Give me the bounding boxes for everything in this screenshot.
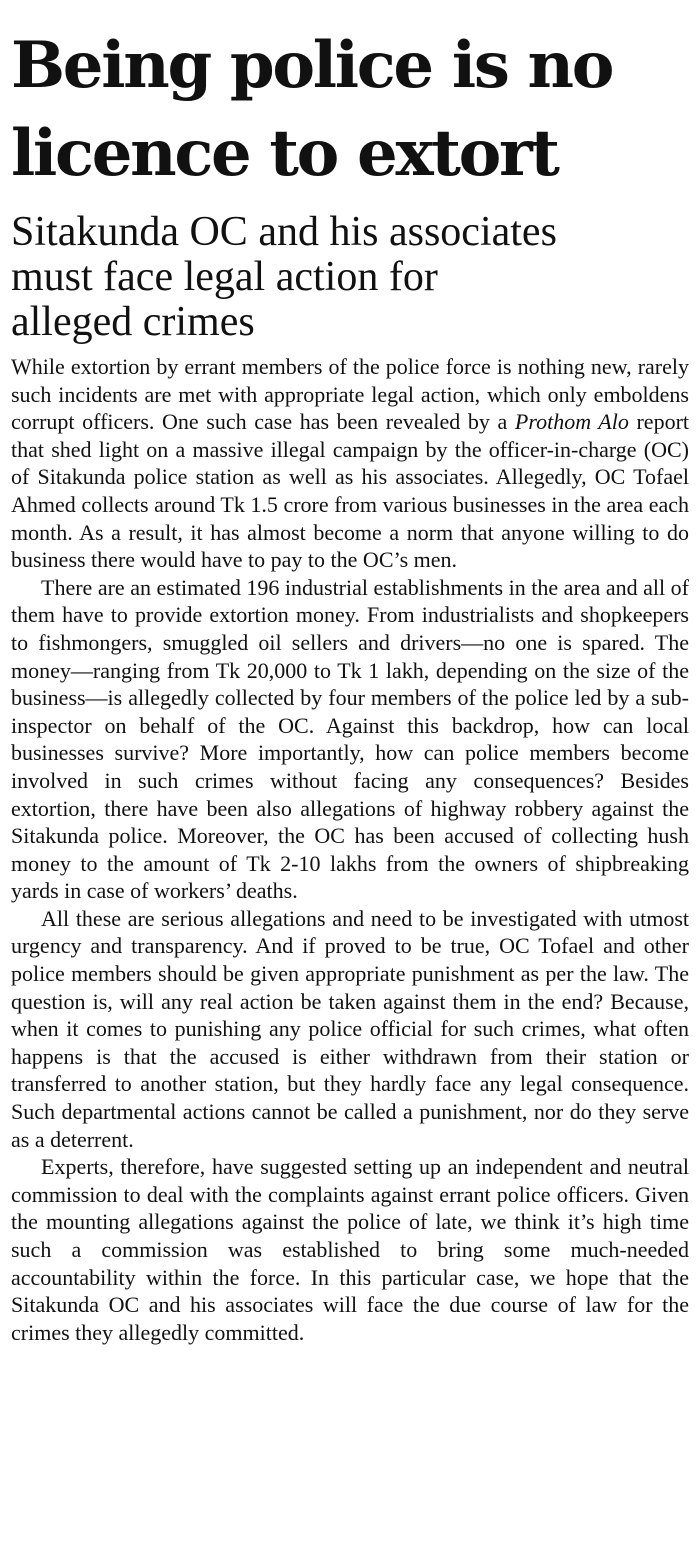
headline xyxy=(11,22,689,198)
paragraph-3: All these are serious allegations and need to be investigated with utmost urgency and transparency. And if proved to be true, OC Tofael and other police members should be given appropriate punishment as per the law. The question is, will any real action be taken against them in the end? Because, when it comes to punishing any police official for such crimes, what often happens is that the accused is either withdrawn from their station or transferred to another station, but they hardly face any legal consequence. Such departmental actions cannot be called a punishment, nor do they serve as a deterrent. xyxy=(11,905,689,1152)
subheadline-line-2: must face legal action for xyxy=(11,254,438,300)
paragraph-4: Experts, therefore, have suggested setting up an independent and neutral commission to deal with the complaints against errant police officers. Given the mounting allegations against the police of late, we think it’s high time such a commission was established to bring some much-needed accountability within the force. In this particular case, we hope that the Sitakunda OC and his associates will face the due course of law for the crimes they allegedly committed. xyxy=(11,1154,689,1345)
headline-line-2: licence to extort xyxy=(11,116,558,191)
subheadline-line-3: alleged crimes xyxy=(11,299,255,345)
paragraph-1-text-end: report that shed light on a massive illegal campaign by the officer-in-charge (OC) of Sitakunda police station as well as his associates. Allegedly, OC Tofael Ahmed collects around Tk 1.5 crore from various businesses in the area each month. As a result, it has almost become a norm that anyone willing to do business there would have to pay to the OC’s men. xyxy=(11,409,690,573)
subheadline-line-1: Sitakunda OC and his associates xyxy=(11,209,557,255)
paragraph-1-text-start: While extortion by errant members of the police force is nothing new, rarely such incidents are met with appropriate legal action, which only emboldens corrupt officers. One such case has been revealed by a xyxy=(11,354,689,435)
paragraph-1 xyxy=(11,353,689,574)
publication-name: Prothom Alo xyxy=(514,409,629,435)
headline-line-1: Being police is no xyxy=(11,28,613,103)
article-body xyxy=(11,353,689,1346)
paragraph-2: There are an estimated 196 industrial establishments in the area and all of them have to provide extortion money. From industrialists and shopkeepers to fishmongers, smuggled oil sellers and drivers—no one is spared. The money—ranging from Tk 20,000 to Tk 1 lakh, depending on the size of the business—is allegedly collected by four members of the police led by a sub-inspector on behalf of the OC. Against this backdrop, how can local businesses survive? More importantly, how can police members become involved in such crimes without facing any consequences? Besides extortion, there have been also allegations of highway robbery against the Sitakunda police. Moreover, the OC has been accused of collecting hush money to the amount of Tk 2-10 lakhs from the owners of shipbreaking yards in case of workers’ deaths. xyxy=(11,574,689,904)
subheadline xyxy=(11,210,689,345)
